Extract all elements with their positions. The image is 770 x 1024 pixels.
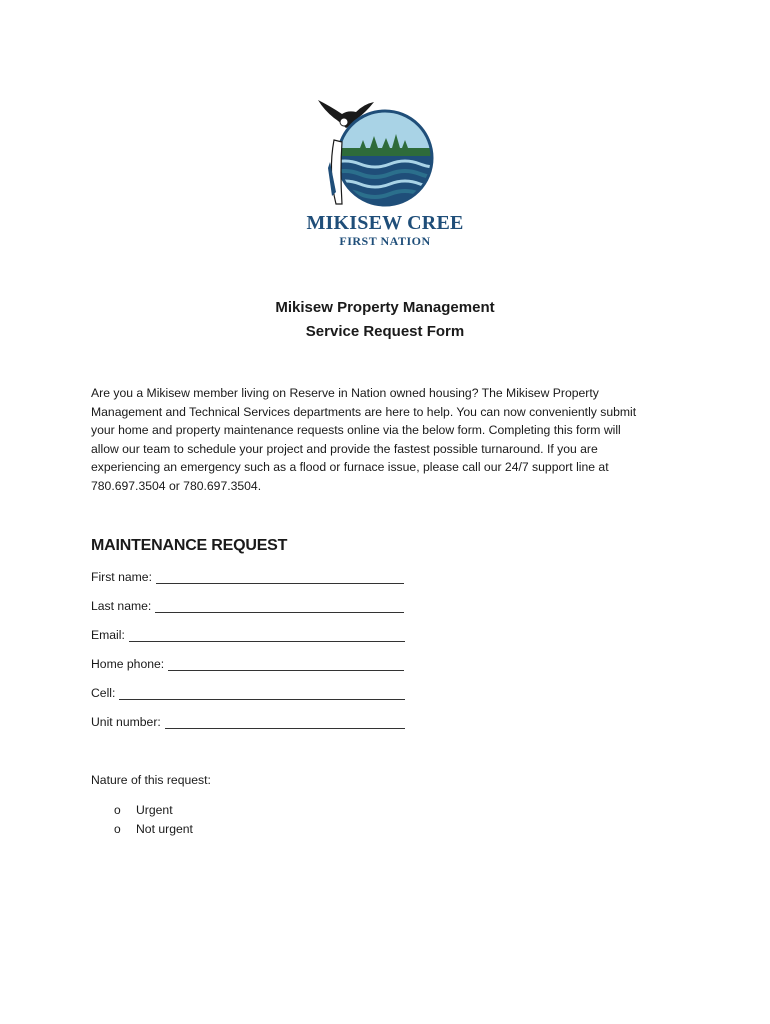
intro-paragraph [91, 384, 671, 496]
field-label: Home phone: [91, 657, 165, 671]
logo-wordmark: MIKISEW CREE [306, 212, 464, 234]
home-phone-field[interactable] [91, 657, 404, 671]
cell-field[interactable] [91, 686, 405, 700]
not-urgent-option[interactable] [114, 822, 193, 836]
intro-line: allow our team to schedule your project and provide the fastest possible turnaround. If you are [91, 441, 598, 456]
unit-number-input-line[interactable] [165, 716, 405, 729]
section-heading: MAINTENANCE REQUEST [91, 537, 288, 554]
urgent-option[interactable] [114, 803, 173, 817]
field-label: Last name: [91, 599, 152, 613]
first-name-field[interactable] [91, 570, 404, 584]
field-label: Cell: [91, 686, 116, 700]
form-subtitle: Service Request Form [305, 323, 465, 340]
cell-input-line[interactable] [119, 687, 405, 700]
nature-label: Nature of this request: [91, 773, 211, 787]
option-label: Not urgent [136, 822, 193, 836]
unit-number-field[interactable] [91, 715, 405, 729]
field-label: Email: [91, 628, 125, 642]
email-input-line[interactable] [129, 629, 405, 642]
intro-line: Are you a Mikisew member living on Reserve in Nation owned housing? The Mikisew Property [91, 386, 599, 400]
last-name-field[interactable] [91, 599, 404, 613]
option-label: Urgent [136, 803, 173, 817]
logo-subtitle: FIRST NATION [339, 234, 431, 248]
email-field[interactable] [91, 628, 405, 642]
home-phone-input-line[interactable] [168, 658, 404, 671]
first-name-input-line[interactable] [156, 571, 404, 584]
field-label: Unit number: [91, 715, 161, 729]
last-name-input-line[interactable] [155, 600, 404, 613]
form-title: Mikisew Property Management [275, 299, 495, 316]
intro-line: experiencing an emergency such as a flood or furnace issue, please call our 24/7 support line at [91, 460, 609, 475]
intro-line: Management and Technical Services departments are here to help. You can now conveniently submit [91, 404, 637, 419]
feather-icon [328, 140, 342, 204]
intro-line: your home and property maintenance requests online via the below form. Completing this form will [91, 423, 621, 438]
circle-bullet-icon: o [114, 822, 121, 836]
intro-line: 780.697.3504 or 780.697.3504. [91, 478, 262, 493]
circle-bullet-icon: o [114, 803, 121, 817]
field-label: First name: [91, 570, 152, 584]
